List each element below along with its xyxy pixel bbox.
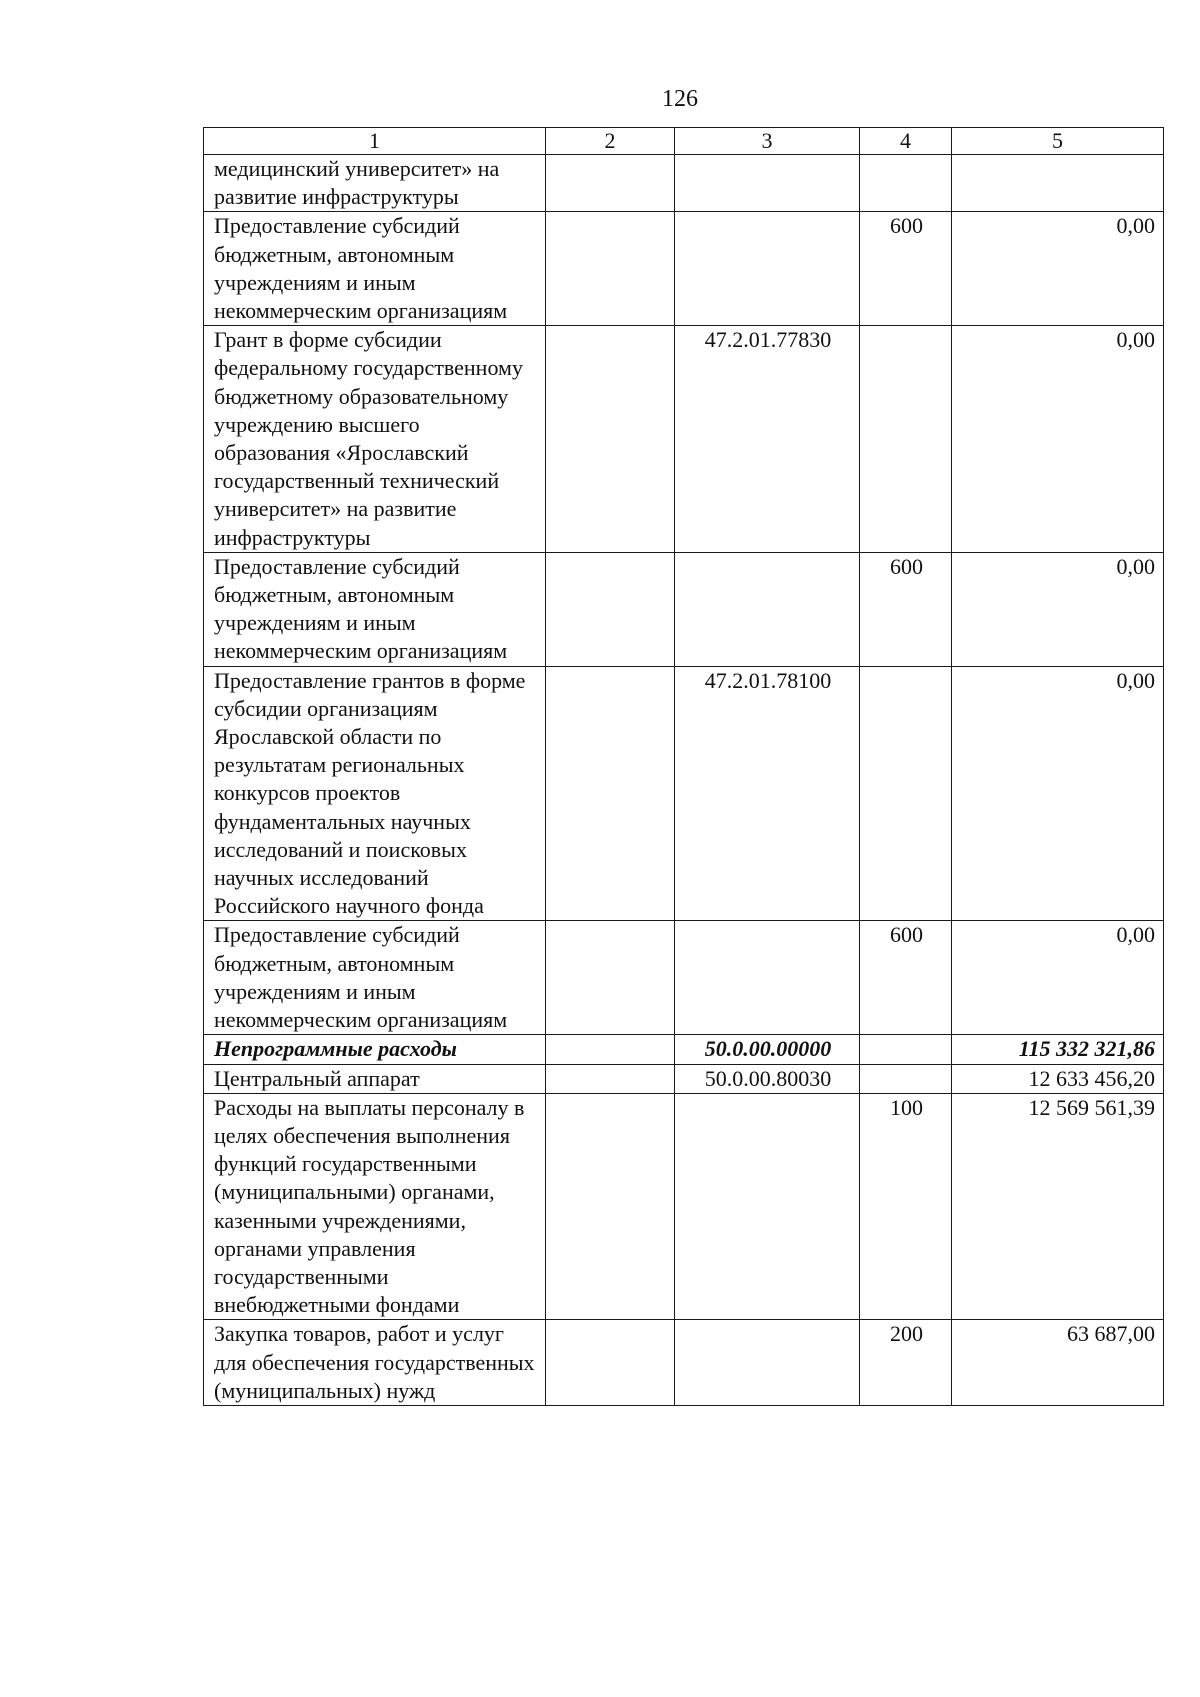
row-expense-type-cell: 600 [860,552,952,666]
row-name-cell: Закупка товаров, работ и услуг для обеспечения государственных (муниципальных) нужд [204,1320,546,1406]
table-row [204,1093,1164,1320]
row-expense-type-cell [860,1035,952,1064]
row-name-cell: Предоставление грантов в форме субсидии организациям Ярославской области по результатам региональных конкурсов проектов фундаментальных научных исследований и поисковых научных исследований Российского научного фонда [204,666,546,921]
row-code-cell [675,212,860,326]
row-code-cell [675,1093,860,1320]
row-name-cell: Расходы на выплаты персоналу в целях обеспечения выполнения функций государственными (муниципальными) органами, казенными учреждениями, органами управления государственными внебюджетными фондами [204,1093,546,1320]
row-name-cell: Центральный аппарат [204,1064,546,1093]
row-amount-cell: 0,00 [952,326,1164,553]
column-header-5: 5 [952,128,1164,155]
row-section-cell [546,1035,675,1064]
row-amount-cell: 12 633 456,20 [952,1064,1164,1093]
row-section-cell [546,921,675,1035]
column-header-4: 4 [860,128,952,155]
row-section-cell [546,666,675,921]
table-header-row [204,128,1164,155]
row-expense-type-cell: 600 [860,212,952,326]
table-row [204,1064,1164,1093]
row-code-cell: 47.2.01.78100 [675,666,860,921]
row-section-cell [546,155,675,212]
row-name-cell: Непрограммные расходы [204,1035,546,1064]
row-amount-cell: 12 569 561,39 [952,1093,1164,1320]
row-name-cell: Предоставление субсидий бюджетным, автономным учреждениям и иным некоммерческим организациям [204,921,546,1035]
row-section-cell [546,1320,675,1406]
table-row [204,326,1164,553]
column-header-1: 1 [204,128,546,155]
table-row [204,155,1164,212]
row-expense-type-cell [860,326,952,553]
table-row [204,212,1164,326]
row-expense-type-cell [860,666,952,921]
table-row [204,921,1164,1035]
row-amount-cell: 0,00 [952,212,1164,326]
row-expense-type-cell: 100 [860,1093,952,1320]
row-section-cell [546,212,675,326]
row-name-cell: Грант в форме субсидии федеральному государственному бюджетному образовательному учреждению высшего образования «Ярославский государственный технический университет» на развитие инфраструктуры [204,326,546,553]
row-section-cell [546,1064,675,1093]
row-section-cell [546,552,675,666]
row-name-cell: медицинский университет» на развитие инфраструктуры [204,155,546,212]
row-code-cell: 50.0.00.00000 [675,1035,860,1064]
row-amount-cell: 115 332 321,86 [952,1035,1164,1064]
row-expense-type-cell: 600 [860,921,952,1035]
table-row-subtotal [204,1035,1164,1064]
table-row [204,1320,1164,1406]
row-section-cell [546,326,675,553]
row-expense-type-cell: 200 [860,1320,952,1406]
row-amount-cell: 63 687,00 [952,1320,1164,1406]
row-name-cell: Предоставление субсидий бюджетным, автономным учреждениям и иным некоммерческим организациям [204,212,546,326]
row-amount-cell: 0,00 [952,666,1164,921]
row-amount-cell: 0,00 [952,921,1164,1035]
row-expense-type-cell [860,155,952,212]
page-number: 126 [662,86,698,112]
row-expense-type-cell [860,1064,952,1093]
row-code-cell: 47.2.01.77830 [675,326,860,553]
row-name-cell: Предоставление субсидий бюджетным, автономным учреждениям и иным некоммерческим организациям [204,552,546,666]
row-code-cell [675,1320,860,1406]
budget-table [203,127,1164,1406]
row-code-cell [675,155,860,212]
column-header-2: 2 [546,128,675,155]
row-code-cell [675,921,860,1035]
row-code-cell [675,552,860,666]
row-amount-cell [952,155,1164,212]
row-amount-cell: 0,00 [952,552,1164,666]
row-section-cell [546,1093,675,1320]
column-header-3: 3 [675,128,860,155]
table-row [204,552,1164,666]
table-row [204,666,1164,921]
row-code-cell: 50.0.00.80030 [675,1064,860,1093]
